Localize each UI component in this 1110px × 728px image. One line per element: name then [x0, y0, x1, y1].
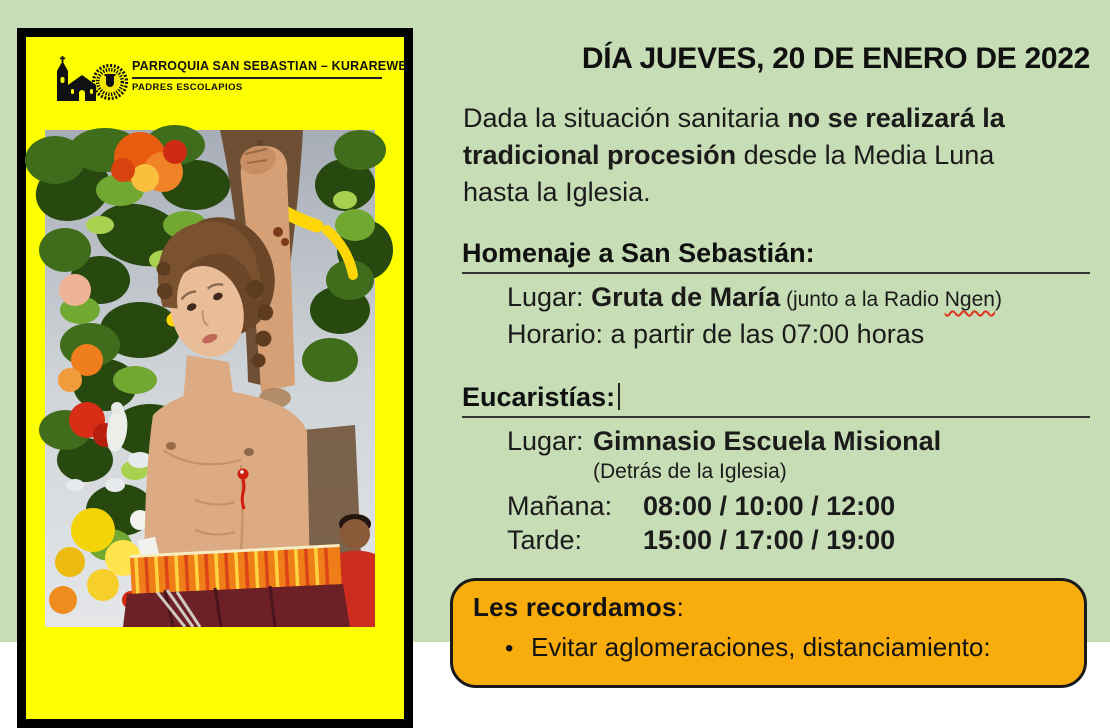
intro-text	[463, 100, 1005, 211]
lugar-note-close: )	[994, 288, 1002, 311]
homenaje-lugar-row	[507, 280, 1090, 317]
eucaristias-title: Eucaristías:	[462, 382, 1090, 418]
lugar-value: Gruta de María	[591, 282, 781, 312]
eucaristias-manana-row	[507, 489, 1090, 523]
intro-line	[463, 137, 1005, 174]
eucaristias-lugar-row	[507, 424, 1090, 458]
eucaristias-tarde-row	[507, 523, 1090, 557]
lugar-label: Lugar:	[507, 426, 584, 456]
notice-title: Les recordamos:	[473, 592, 685, 622]
org-subtitle: PADRES ESCOLAPIOS	[132, 82, 243, 93]
date-heading: DÍA JUEVES, 20 DE ENERO DE 2022	[581, 42, 1090, 76]
notice-bullet-text: Evitar aglomeraciones, distanciamiento:	[531, 632, 991, 662]
parish-card	[17, 28, 413, 728]
notice-bullet-row	[473, 632, 1064, 663]
statue-photo	[45, 130, 375, 627]
org-block	[132, 59, 407, 93]
intro-normal: Dada la situación sanitaria	[463, 103, 788, 133]
text-cursor	[618, 383, 620, 410]
manana-times: 08:00 / 10:00 / 12:00	[643, 491, 896, 521]
intro-normal: hasta la Iglesia.	[463, 177, 651, 207]
eucaristias-lugar-note: (Detrás de la Iglesia)	[593, 460, 787, 483]
org-name: PARROQUIA SAN SEBASTIAN – KURAREWE	[132, 59, 382, 79]
parish-logo-icon	[52, 55, 130, 111]
section-eucaristias	[462, 382, 1090, 557]
tarde-times: 15:00 / 17:00 / 19:00	[643, 525, 896, 555]
intro-normal: desde la Media Luna	[736, 140, 995, 170]
homenaje-horario-row: Horario: a partir de las 07:00 horas	[507, 319, 925, 349]
intro-line	[463, 174, 1005, 211]
statue-photo-illustration	[45, 130, 375, 627]
lugar-note: (junto a la Radio	[780, 288, 945, 311]
card-header	[26, 51, 407, 123]
homenaje-title: Homenaje a San Sebastián:	[462, 238, 1090, 274]
section-homenaje	[462, 238, 1090, 351]
bullet-icon: •	[505, 635, 514, 662]
tarde-label: Tarde:	[507, 525, 583, 555]
intro-bold: tradicional procesión	[463, 140, 737, 170]
manana-label: Mañana:	[507, 491, 613, 521]
spellcheck-word: Ngen	[944, 288, 995, 311]
lugar-value: Gimnasio Escuela Misional	[593, 426, 942, 456]
intro-line	[463, 100, 1005, 137]
notice-box	[450, 578, 1087, 688]
intro-bold: no se realizará la	[787, 103, 1005, 133]
lugar-label: Lugar:	[507, 282, 592, 312]
